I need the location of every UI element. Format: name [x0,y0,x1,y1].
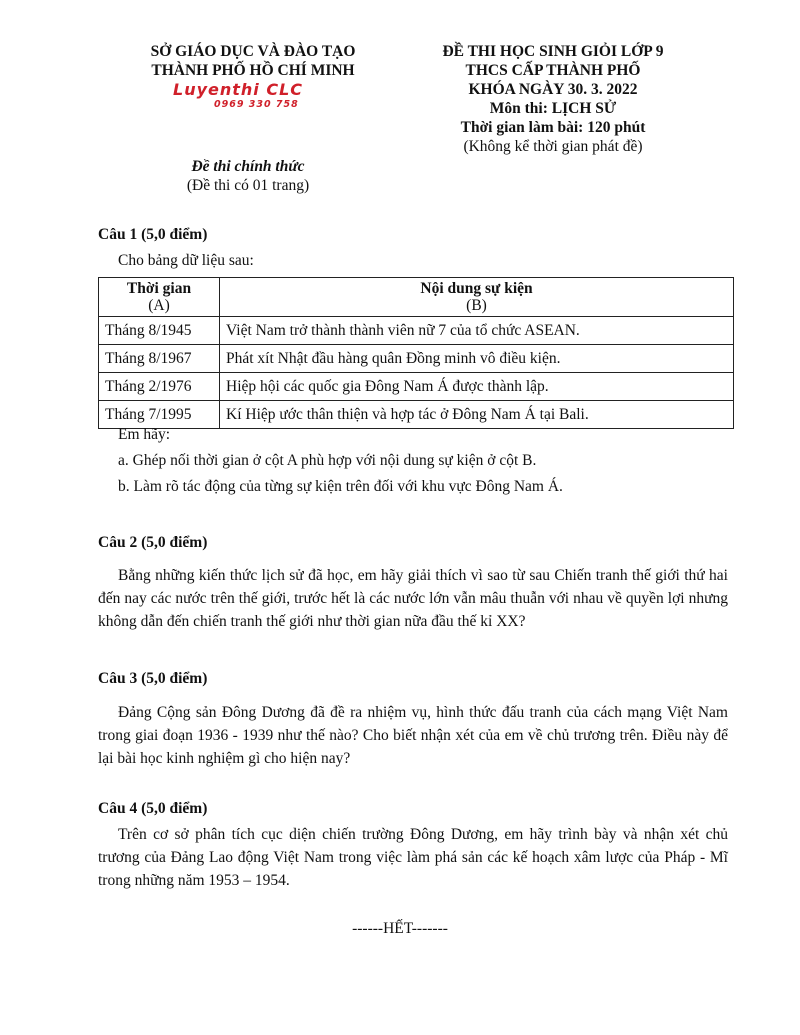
end-marker: ------HẾT------- [352,920,448,937]
page-count-note: (Đề thi có 01 trang) [186,177,310,194]
question-3-title: Câu 3 (5,0 điểm) [98,670,208,687]
column-a-header [99,278,220,317]
exam-subject: Môn thi: LỊCH SỬ [489,100,617,117]
column-a-label: (A) [148,297,170,314]
brand-name: Luyenthi CLC [173,80,304,99]
question-3-text: Đảng Cộng sản Đông Dương đã đề ra nhiệm vụ, hình thức đấu tranh của cách mạng Việt Nam trong giai đoạn 1936 - 1939 như thế nào? Cho biết nhận xét của em về chủ trương trên. Điều này để lại bài học kinh nghiệm gì cho hiện nay? [98,704,728,767]
exam-level: THCS CẤP THÀNH PHỐ [465,62,641,79]
row-event: Hiệp hội các quốc gia Đông Nam Á được thành lập. [220,373,734,401]
city-name: THÀNH PHỐ HỒ CHÍ MINH [151,62,355,79]
row-time: Tháng 2/1976 [99,373,220,401]
question-1-title: Câu 1 (5,0 điểm) [98,226,208,243]
row-time: Tháng 8/1967 [99,345,220,373]
row-time: Tháng 8/1945 [99,317,220,345]
row-event: Phát xít Nhật đầu hàng quân Đồng minh vô điều kiện. [220,345,734,373]
table-row [99,317,734,345]
column-b-header [220,278,734,317]
question-1-intro: Cho bảng dữ liệu sau: [118,252,254,269]
row-event: Kí Hiệp ước thân thiện và hợp tác ở Đông Nam Á tại Bali. [220,401,734,429]
official-block [118,157,378,195]
row-event: Việt Nam trở thành thành viên nữ 7 của tổ chức ASEAN. [220,317,734,345]
exam-duration-note: (Không kể thời gian phát đề) [463,138,643,155]
column-b-label: (B) [466,297,487,314]
exam-duration: Thời gian làm bài: 120 phút [460,119,646,136]
question-1-instruction: Em hãy: [118,426,171,443]
exam-date: KHÓA NGÀY 30. 3. 2022 [468,81,638,98]
brand-watermark [118,80,388,114]
events-table [98,277,734,429]
issuer-block [118,42,388,114]
official-title: Đề thi chính thức [191,158,305,175]
exam-title: ĐỀ THI HỌC SINH GIỎI LỚP 9 [442,43,664,60]
exam-info-block [408,42,698,156]
column-a-title: Thời gian [126,280,192,297]
question-2-title: Câu 2 (5,0 điểm) [98,534,208,551]
question-1-part-a: a. Ghép nối thời gian ở cột A phù hợp với nội dung sự kiện ở cột B. [118,452,537,469]
question-4-text: Trên cơ sở phân tích cục diện chiến trường Đông Dương, em hãy trình bày và nhận xét chủ trương của Đảng Lao động Việt Nam trong việc làm phá sản các kế hoạch xâm lược của Pháp - Mĩ trong những năm 1953 – 1954. [98,826,728,889]
row-time: Tháng 7/1995 [99,401,220,429]
department-name: SỞ GIÁO DỤC VÀ ĐÀO TẠO [150,43,356,60]
column-b-title: Nội dung sự kiện [420,280,533,297]
question-2-text: Bằng những kiến thức lịch sử đã học, em hãy giải thích vì sao từ sau Chiến tranh thế giới thứ hai đến nay các nước trên thế giới, trước hết là các nước lớn vẫn mâu thuẫn với nhau về quyền lợi nhưng không dẫn đến chiến tranh thế giới như thời gian nữa đầu thế kỉ XX? [98,567,728,630]
table-header-row [99,278,734,317]
question-4-title: Câu 4 (5,0 điểm) [98,800,208,817]
question-1-part-b: b. Làm rõ tác động của từng sự kiện trên đối với khu vực Đông Nam Á. [118,478,563,495]
table-row [99,373,734,401]
table-row [99,345,734,373]
brand-phone: 0969 330 758 [214,99,299,110]
